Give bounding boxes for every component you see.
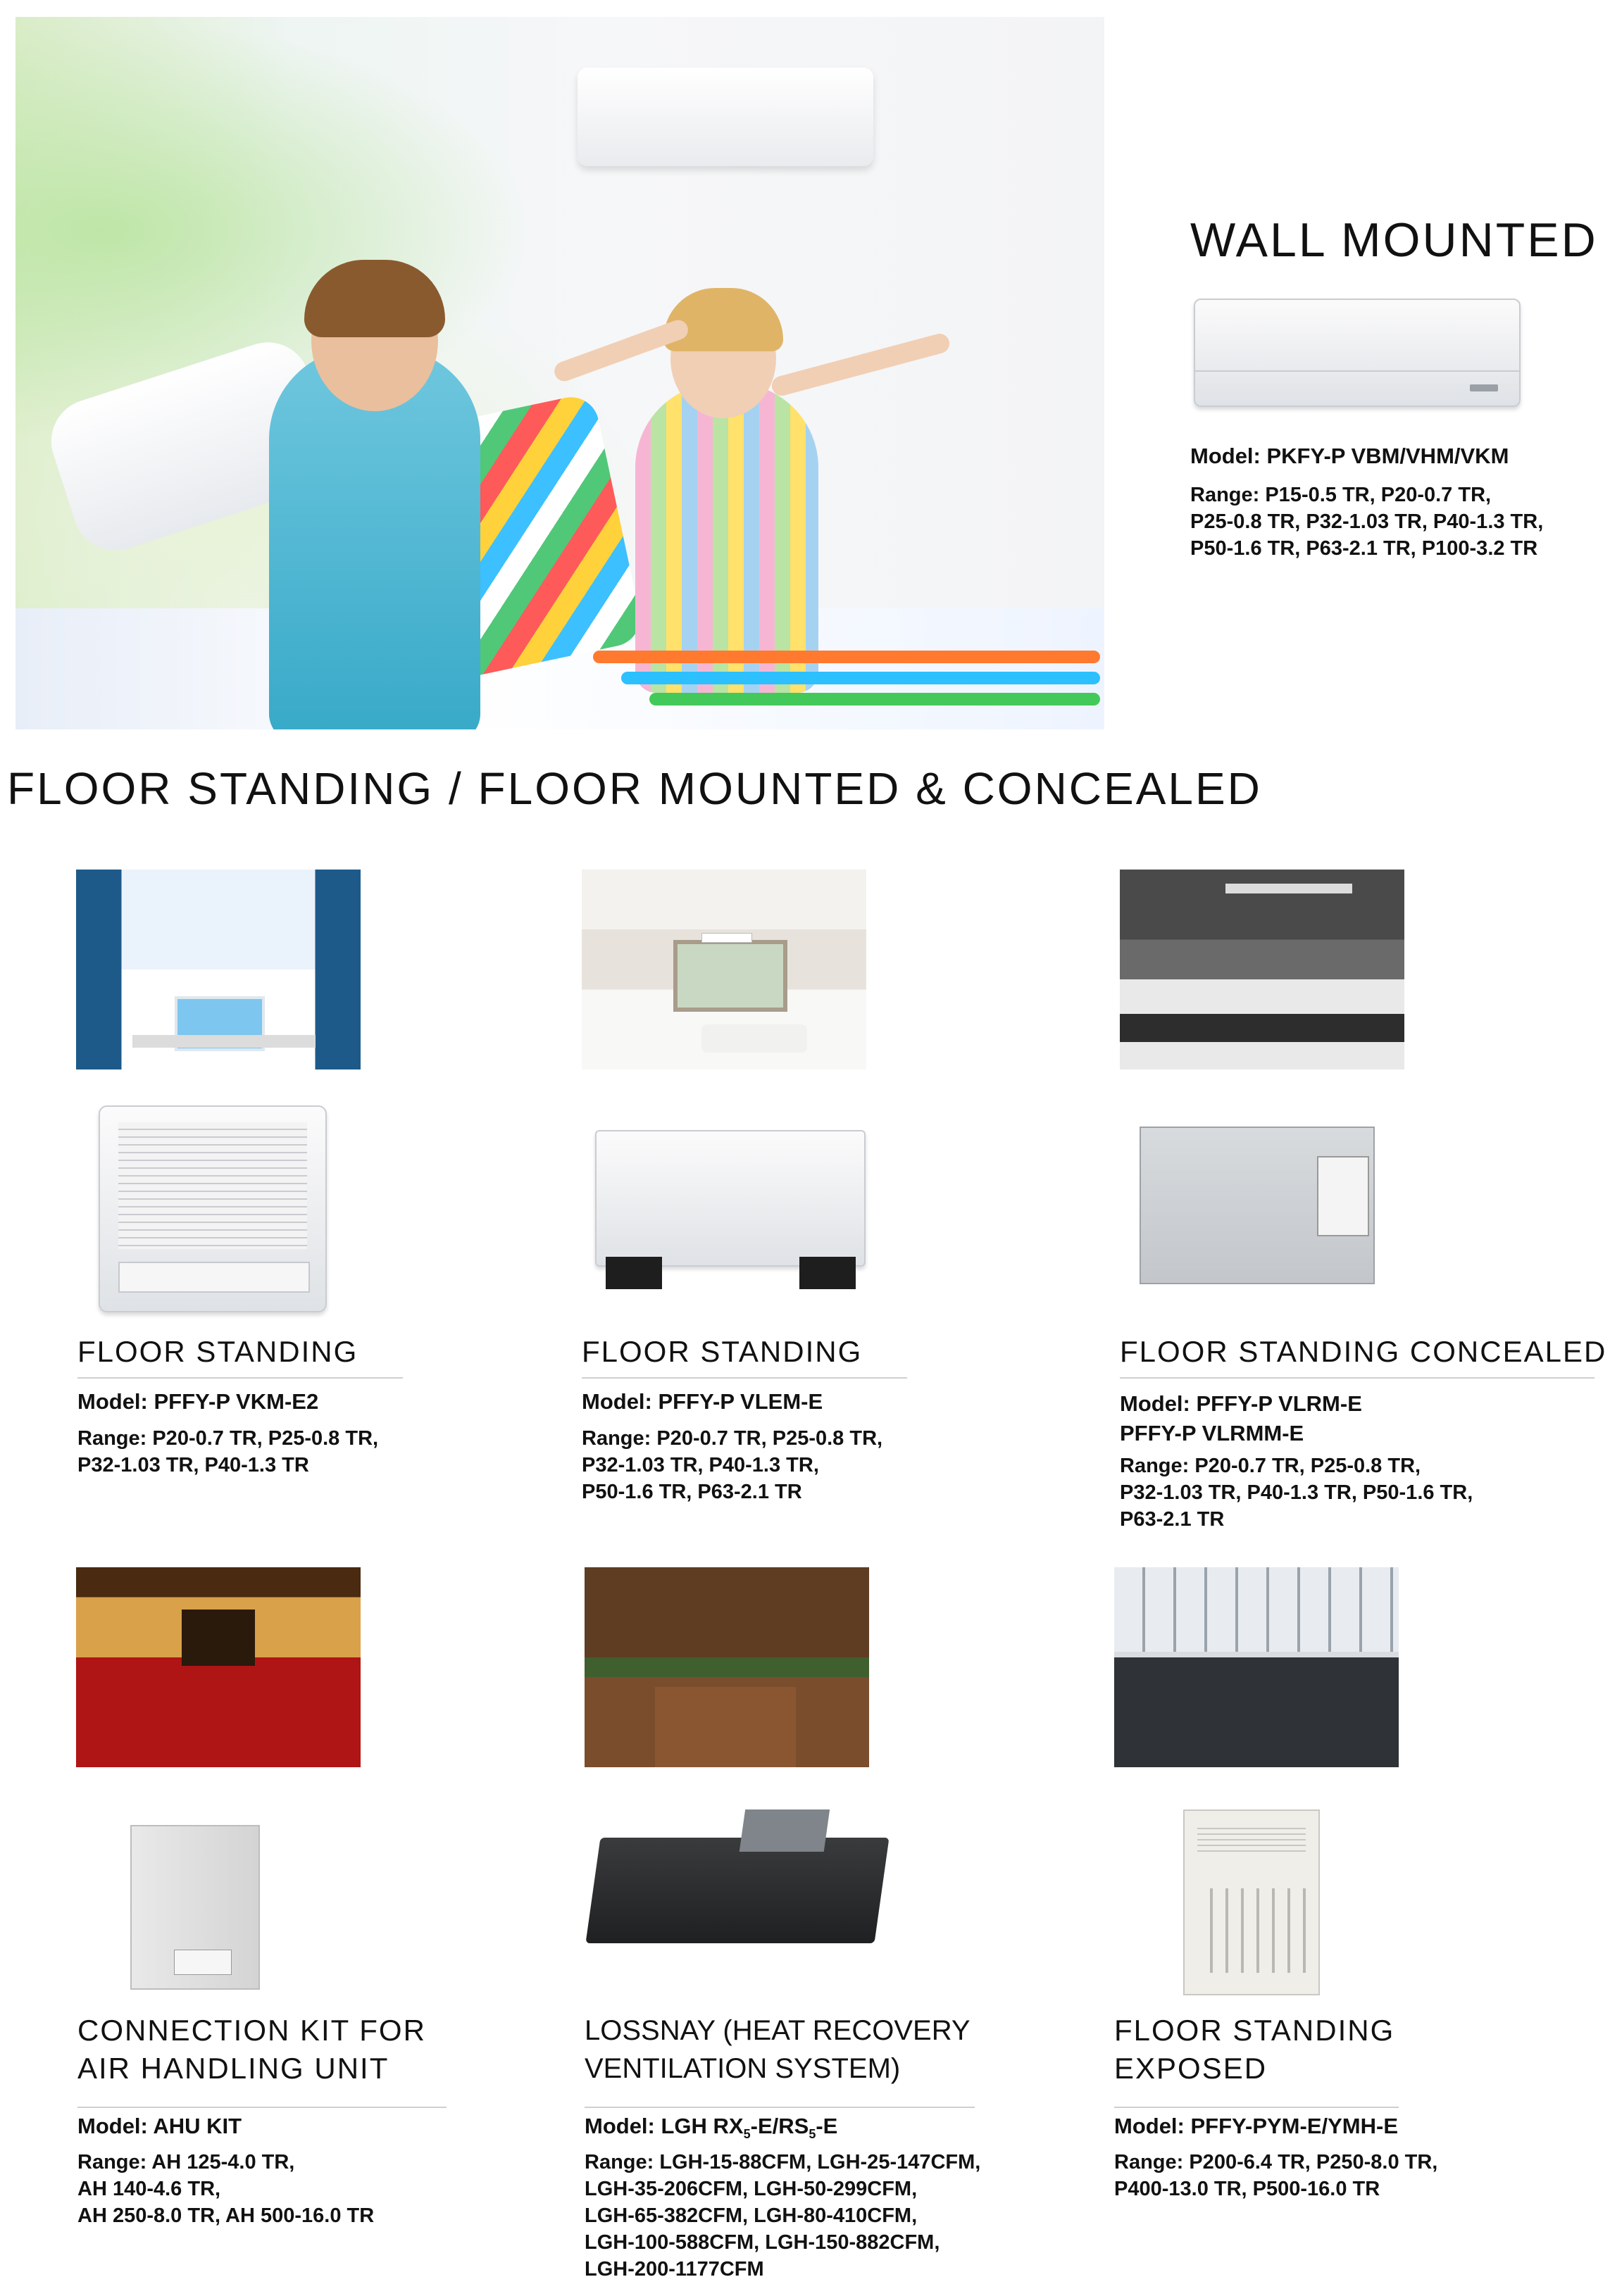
product-model [585,2114,837,2142]
caption-line: FLOOR STANDING [582,1335,863,1368]
range-line: P32-1.03 TR, P40-1.3 TR, P50-1.6 TR, [1120,1481,1473,1504]
floor-concealed-unit-image [1140,1127,1375,1284]
product-range [1120,1453,1473,1533]
product-caption [1120,1333,1606,1371]
caption-line: FLOOR STANDING [77,1335,358,1368]
model-subscript: 5 [809,2127,816,2142]
divider [1120,1377,1595,1379]
range-line: Range: P20-0.7 TR, P25-0.8 TR, [77,1427,379,1450]
range-line: AH 140-4.6 TR, [77,2178,221,2200]
product-model: Model: AHU KIT [77,2114,242,2138]
caption-line: FLOOR STANDING CONCEALED [1120,1335,1607,1368]
range-line: P63-2.1 TR [1120,1508,1225,1531]
divider [582,1377,907,1379]
floor-standing-slim-unit-image [595,1130,866,1267]
theatre-photo [76,1567,361,1767]
caption-line: CONNECTION KIT FOR [77,2014,426,2047]
model-line: PFFY-P VLRMM-E [1120,1421,1304,1445]
unit-foot [606,1257,662,1289]
range-line: P25-0.8 TR, P32-1.03 TR, P40-1.3 TR, [1190,510,1544,533]
unit-foot [799,1257,856,1289]
range-line: P50-1.6 TR, P63-2.1 TR, P100-3.2 TR [1190,537,1538,560]
range-line: Range: P20-0.7 TR, P25-0.8 TR, [1120,1455,1421,1477]
product-caption [585,2012,971,2088]
wall-mounted-range [1190,482,1543,562]
wall-mounted-model: Model: PKFY-P VBM/VHM/VKM [1190,444,1509,468]
floor-exposed-unit-image [1183,1809,1320,1995]
floor-standing-unit-image [99,1105,327,1312]
range-line: LGH-200-1177CFM [585,2258,764,2281]
range-line: Range: P15-0.5 TR, P20-0.7 TR, [1190,484,1492,506]
range-line: AH 250-8.0 TR, AH 500-16.0 TR [77,2204,375,2227]
product-caption [77,2012,426,2088]
hero-wall-ac-unit [578,68,873,166]
section-title: FLOOR STANDING / FLOOR MOUNTED & CONCEALED [7,763,1262,814]
hero-girl [635,383,818,693]
range-line: LGH-100-588CFM, LGH-150-882CFM, [585,2231,940,2254]
hero-bedding-stripe [593,651,1100,663]
range-line: Range: P20-0.7 TR, P25-0.8 TR, [582,1427,883,1450]
product-model: Model: PFFY-P VKM-E2 [77,1389,319,1414]
caption-line: LOSSNAY (HEAT RECOVERY [585,2015,971,2046]
range-line: P400-13.0 TR, P500-16.0 TR [1114,2178,1380,2200]
range-line: Range: AH 125-4.0 TR, [77,2151,295,2173]
lobby-photo [1114,1567,1399,1767]
product-range [582,1425,882,1505]
caption-line: EXPOSED [1114,2052,1268,2085]
product-range [77,2149,374,2229]
lossnay-unit-image [585,1838,889,1943]
product-model: Model: PFFY-PYM-E/YMH-E [1114,2114,1398,2138]
product-caption [582,1333,862,1371]
range-line: LGH-35-206CFM, LGH-50-299CFM, [585,2178,918,2200]
model-text: -E/RS [750,2114,809,2138]
divider [77,2107,447,2108]
model-line: Model: PFFY-P VLRM-E [1120,1391,1362,1416]
ahu-kit-unit-image [130,1825,260,1990]
living-room-photo [582,870,866,1069]
bedroom-photo [1120,870,1404,1069]
product-model [1120,1389,1362,1448]
hero-photo [15,17,1104,729]
product-range [77,1425,378,1479]
hero-boy-hair [304,260,445,337]
range-line: LGH-65-382CFM, LGH-80-410CFM, [585,2204,918,2227]
hero-girl-arm-left [551,318,691,384]
model-subscript: 5 [743,2127,751,2142]
range-line: P32-1.03 TR, P40-1.3 TR, [582,1454,819,1476]
hero-girl-arm-right [770,332,951,398]
product-caption [1114,2012,1394,2088]
product-model: Model: PFFY-P VLEM-E [582,1389,823,1414]
range-line: P32-1.03 TR, P40-1.3 TR [77,1454,309,1476]
product-caption [77,1333,358,1371]
range-line: P50-1.6 TR, P63-2.1 TR [582,1481,802,1503]
office-room-photo [76,870,361,1069]
model-text: -E [816,2114,838,2138]
caption-line: VENTILATION SYSTEM) [585,2053,901,2084]
caption-line: FLOOR STANDING [1114,2014,1395,2047]
hero-girl-hair [663,288,783,351]
wall-mounted-title: WALL MOUNTED [1190,213,1598,267]
product-range [1114,2149,1437,2202]
divider [1114,2107,1399,2108]
dining-room-photo [585,1567,869,1767]
product-range [585,2149,980,2283]
hero-bedding-stripe [621,672,1100,684]
range-line: Range: LGH-15-88CFM, LGH-25-147CFM, [585,2151,981,2173]
model-text: Model: LGH RX [585,2114,744,2138]
caption-line: AIR HANDLING UNIT [77,2052,389,2085]
wall-mounted-unit-image [1194,299,1521,407]
hero-bedding-stripe [649,693,1100,705]
divider [585,2107,975,2108]
divider [77,1377,403,1379]
range-line: Range: P200-6.4 TR, P250-8.0 TR, [1114,2151,1438,2173]
